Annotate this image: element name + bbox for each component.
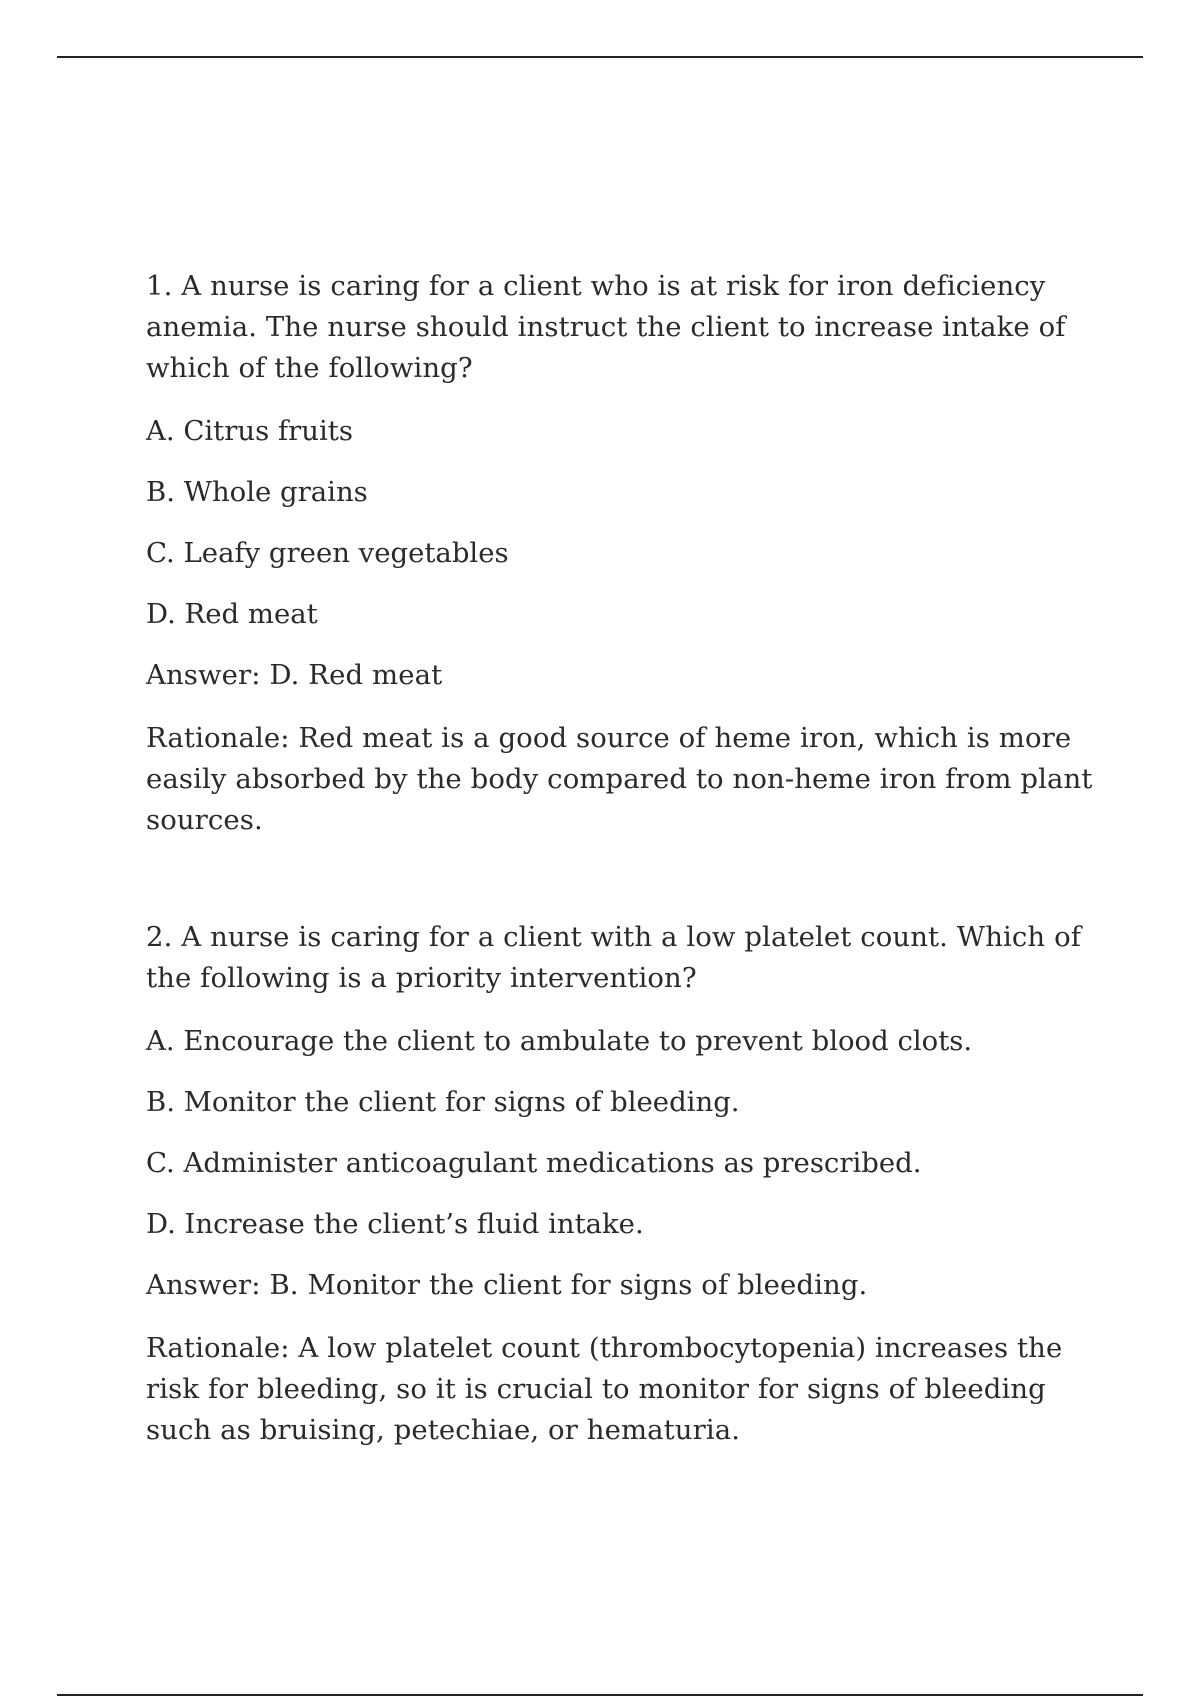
option-list <box>146 411 1106 635</box>
option-b: B. Monitor the client for signs of bleeding. <box>146 1086 740 1118</box>
rationale-text: Rationale: Red meat is a good source of heme iron, which is more easily absorbed by the body compared to non-heme iron from plant sources. <box>146 722 1093 836</box>
option-d: D. Red meat <box>146 598 318 630</box>
question-2 <box>146 917 1106 1451</box>
option-list <box>146 1021 1106 1245</box>
header-rule <box>57 56 1143 58</box>
question-stem: 1. A nurse is caring for a client who is at risk for iron deficiency anemia. The nurse should instruct the client to increase intake of which of the following? <box>146 270 1066 384</box>
question-1 <box>146 266 1106 841</box>
option-a: A. Citrus fruits <box>146 415 353 447</box>
question-stem: 2. A nurse is caring for a client with a low platelet count. Which of the following is a priority intervention? <box>146 921 1082 994</box>
answer-text: Answer: D. Red meat <box>146 659 443 691</box>
option-d: D. Increase the client’s fluid intake. <box>146 1208 644 1240</box>
rationale-text: Rationale: A low platelet count (thrombocytopenia) increases the risk for bleeding, so it is crucial to monitor for signs of bleeding such as bruising, petechiae, or hematuria. <box>146 1332 1063 1446</box>
option-a: A. Encourage the client to ambulate to prevent blood clots. <box>146 1025 973 1057</box>
option-b: B. Whole grains <box>146 476 368 508</box>
document-body <box>146 266 1106 1451</box>
answer-text: Answer: B. Monitor the client for signs of bleeding. <box>146 1269 868 1301</box>
option-c: C. Leafy green vegetables <box>146 537 509 569</box>
footer-rule <box>57 1694 1143 1696</box>
option-c: C. Administer anticoagulant medications as prescribed. <box>146 1147 922 1179</box>
